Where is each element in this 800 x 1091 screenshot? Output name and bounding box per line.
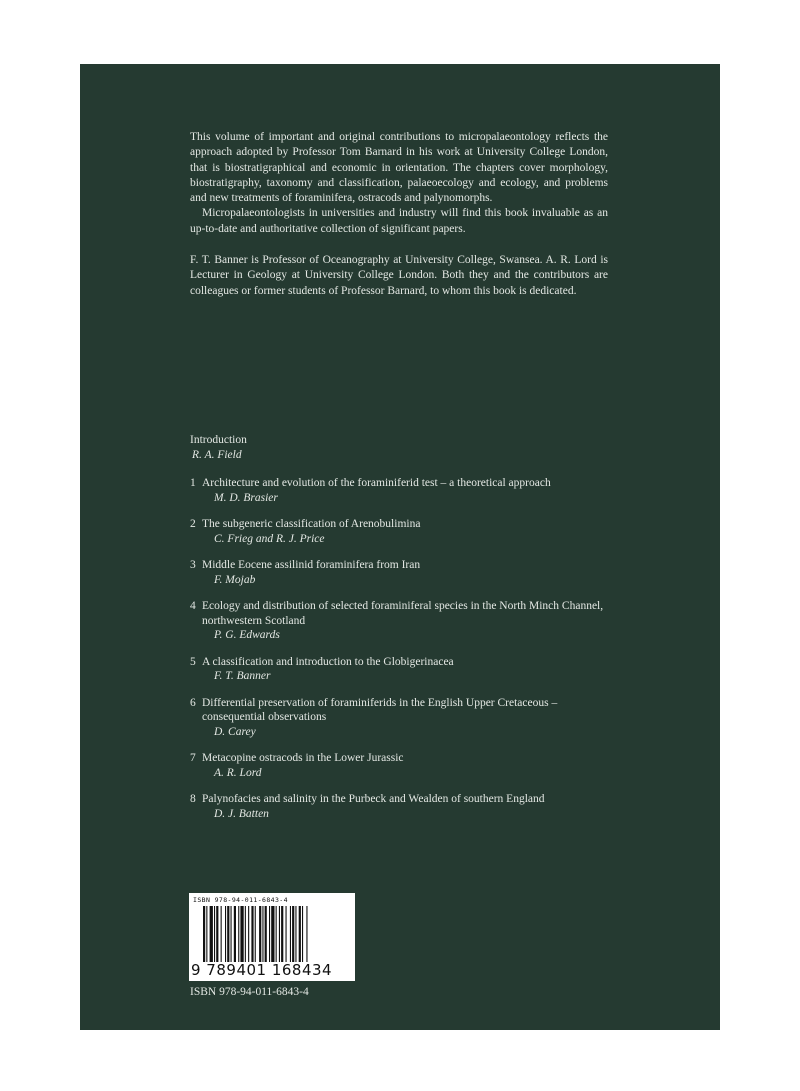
- entry-number: 3: [190, 559, 196, 571]
- blurb-paragraph-editors: F. T. Banner is Professor of Oceanography at University College, Swansea. A. R. Lord is Lecturer in Geology at University College London. Both they and the contributors are colleagues or former students of Professor Barnard, to whom this book is dedicated.: [190, 254, 608, 297]
- entry-title: Introduction: [190, 434, 247, 446]
- entry-title: Differential preservation of foraminiferids in the English Upper Cretaceous – consequential observations: [202, 696, 558, 723]
- barcode-isbn-text: ISBN 978-94-011-6843-4: [193, 896, 288, 904]
- contents-entry: [190, 655, 610, 684]
- entry-author: M. D. Brasier: [214, 491, 278, 504]
- contents-list: [190, 433, 610, 833]
- contents-entry: [190, 558, 610, 587]
- entry-title: Palynofacies and salinity in the Purbeck and Wealden of southern England: [202, 793, 545, 805]
- entry-number: 8: [190, 793, 196, 805]
- contents-entry-introduction: [190, 433, 610, 462]
- barcode: [189, 893, 355, 981]
- entry-title: Architecture and evolution of the foraminiferid test – a theoretical approach: [202, 477, 551, 489]
- blurb-paragraph-audience: Micropalaeontologists in universities and industry will find this book invaluable as an up-to-date and authoritative collection of significant papers.: [190, 207, 608, 235]
- barcode-digits: 9 789401 168434: [191, 961, 333, 979]
- entry-author: D. J. Batten: [214, 807, 269, 820]
- back-cover: [80, 64, 720, 1030]
- entry-author: R. A. Field: [192, 448, 242, 461]
- entry-author: D. Carey: [214, 725, 256, 738]
- entry-title: The subgeneric classification of Arenobulimina: [202, 518, 421, 530]
- entry-title: A classification and introduction to the Globigerinacea: [202, 655, 454, 668]
- entry-number: 2: [190, 518, 196, 530]
- isbn-line: ISBN 978-94-011-6843-4: [190, 986, 309, 998]
- blurb: [190, 130, 608, 299]
- entry-number: 5: [190, 655, 196, 668]
- entry-title: Ecology and distribution of selected foraminiferal species in the North Minch Channel, northwestern Scotland: [202, 600, 604, 627]
- contents-entry: [190, 696, 610, 740]
- entry-author: F. Mojab: [214, 573, 256, 586]
- entry-author: A. R. Lord: [214, 766, 262, 779]
- entry-number: 6: [190, 696, 196, 709]
- barcode-bars-graphic: [201, 906, 347, 962]
- blurb-paragraph-description: This volume of important and original contributions to micropalaeontology reflects the approach adopted by Professor Tom Barnard in his work at University College London, that is biostratigraphical and economic in orientation. The chapters cover morphology, biostratigraphy, taxonomy and classification, palaeoecology and ecology, and problems and new treatments of foraminifera, ostracods and palynomorphs.: [190, 131, 608, 205]
- contents-entry: [190, 792, 610, 821]
- entry-author: P. G. Edwards: [214, 629, 280, 641]
- entry-number: 1: [190, 477, 196, 489]
- entry-title: Middle Eocene assilinid foraminifera from Iran: [202, 559, 421, 571]
- contents-entry: [190, 476, 610, 505]
- contents-entry: [190, 599, 610, 643]
- entry-author: F. T. Banner: [214, 670, 271, 682]
- entry-title: Metacopine ostracods in the Lower Jurassic: [202, 752, 404, 764]
- entry-number: 7: [190, 752, 196, 764]
- entry-author: C. Frieg and R. J. Price: [214, 532, 325, 545]
- entry-number: 4: [190, 600, 196, 612]
- contents-entry: [190, 751, 610, 780]
- contents-entry: [190, 517, 610, 546]
